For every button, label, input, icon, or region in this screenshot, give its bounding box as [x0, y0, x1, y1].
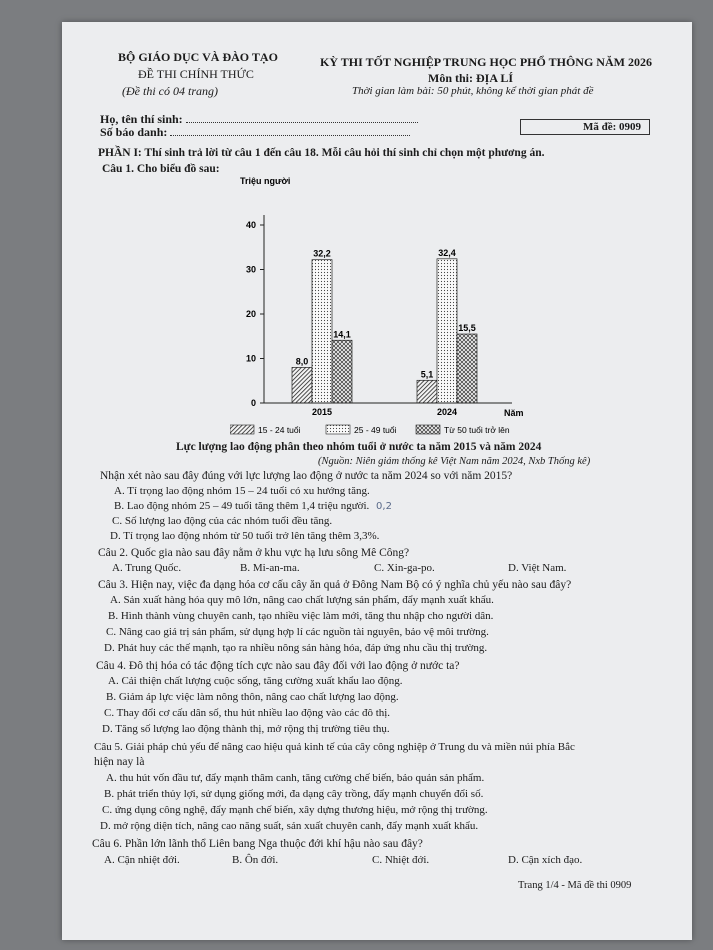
legend-label-25-49: 25 - 49 tuổi	[354, 425, 397, 435]
exam-page	[62, 22, 692, 940]
bar-value-label: 32,2	[313, 248, 331, 259]
bar-value-label: 5,1	[420, 369, 434, 380]
bar-value-label: 15,5	[458, 323, 476, 334]
id-label-text: Số báo danh:	[100, 125, 168, 139]
bars-group	[292, 248, 477, 403]
id-field[interactable]	[170, 135, 410, 136]
q5-option-c[interactable]: C. ứng dụng công nghệ, đẩy mạnh chế biến, xây dựng thương hiệu, mở rộng thị trường.	[102, 804, 488, 816]
q2-stem: Câu 2. Quốc gia nào sau đây nằm ở khu vực hạ lưu sông Mê Công?	[98, 547, 410, 559]
legend-swatch-50-plus	[416, 425, 440, 434]
q5-option-a[interactable]: A. thu hút vốn đầu tư, đẩy mạnh thâm canh, tăng cường chế biến, bảo quản sản phẩm.	[106, 772, 485, 784]
legend-swatch-25-49	[326, 425, 350, 434]
q1-option-b[interactable]	[114, 500, 392, 512]
q1-option-c[interactable]: C. Số lượng lao động của các nhóm tuổi đều tăng.	[112, 515, 333, 527]
official-label: ĐỀ THI CHÍNH THỨC	[138, 67, 254, 81]
y-tick-label: 0	[250, 398, 256, 408]
q2-option-a[interactable]: A. Trung Quốc.	[112, 562, 182, 574]
y-tick-label: 20	[245, 309, 256, 319]
name-label-text: Họ, tên thí sinh:	[100, 112, 183, 126]
part1-heading: PHẦN I: Thí sinh trả lời từ câu 1 đến câu 18. Mỗi câu hỏi thí sinh chỉ chọn một phương án.	[98, 147, 545, 159]
bar-2024-series-2	[457, 334, 477, 403]
bar-value-label: 14,1	[333, 329, 351, 340]
time-note: Thời gian làm bài: 50 phút, không kể thời gian phát đề	[352, 85, 594, 97]
x-axis-tick-labels	[312, 407, 457, 417]
handwritten-note: 0,2	[376, 501, 392, 512]
name-field[interactable]	[186, 122, 418, 123]
y-axis-ticks	[246, 220, 264, 408]
q1-option-b-text: B. Lao động nhóm 25 – 49 tuổi tăng thêm 1,4 triệu người.	[114, 500, 370, 512]
bar-2015-series-1	[312, 260, 332, 403]
q4-option-b[interactable]: B. Giảm áp lực việc làm nông thôn, nâng cao chất lượng lao động.	[106, 691, 399, 703]
bar-value-label: 8,0	[295, 356, 309, 367]
q3-option-a[interactable]: A. Sản xuất hàng hóa quy mô lớn, nâng cao chất lượng sản phẩm, đẩy mạnh xuất khẩu.	[110, 594, 494, 606]
exam-code-box: Mã đề: 0909	[520, 119, 650, 135]
q2-option-b[interactable]: B. Mi-an-ma.	[240, 562, 300, 574]
legend-label-50-plus: Từ 50 tuổi trở lên	[444, 425, 510, 435]
q2-option-d[interactable]: D. Việt Nam.	[508, 562, 567, 574]
q4-option-c[interactable]: C. Thay đổi cơ cấu dân số, thu hút nhiều lao động vào các đô thị.	[104, 707, 391, 719]
q1-option-d[interactable]: D. Tỉ trọng lao động nhóm từ 50 tuổi trở lên tăng thêm 3,3%.	[110, 530, 380, 542]
q3-option-b[interactable]: B. Hình thành vùng chuyên canh, tạo nhiều việc làm mới, tăng thu nhập cho người dân.	[108, 610, 494, 622]
bar-2015-series-0	[292, 367, 312, 403]
legend-swatch-15-24	[230, 425, 254, 434]
pages-note: (Đề thi có 04 trang)	[122, 84, 218, 98]
y-tick-label: 40	[245, 220, 256, 230]
q3-option-d[interactable]: D. Phát huy các thế mạnh, tạo ra nhiều nông sản hàng hóa, đáp ứng nhu cầu thị trường.	[104, 642, 488, 654]
chart-legend	[230, 424, 530, 436]
bar-2015-series-2	[332, 340, 352, 403]
bar-2024-series-0	[417, 380, 437, 403]
bar-2024-series-1	[437, 259, 457, 403]
x-tick-label: 2015	[311, 407, 333, 417]
q2-option-c[interactable]: C. Xin-ga-po.	[374, 562, 435, 574]
q5-option-d[interactable]: D. mở rộng diện tích, nâng cao năng suất, sản xuất chuyên canh, đẩy mạnh xuất khẩu.	[100, 820, 479, 832]
y-tick-label: 10	[245, 353, 256, 364]
q3-stem: Câu 3. Hiện nay, việc đa dạng hóa cơ cấu cây ăn quả ở Đông Nam Bộ có ý nghĩa chủ yếu nào sau đây?	[98, 579, 572, 591]
chart-caption: Lực lượng lao động phân theo nhóm tuổi ở nước ta năm 2015 và năm 2024	[176, 441, 542, 453]
q6-option-d[interactable]: D. Cận xích đạo.	[508, 854, 583, 866]
q1-stem: Nhận xét nào sau đây đúng với lực lượng lao động ở nước ta năm 2024 so với năm 2015?	[100, 470, 513, 482]
page-footer: Trang 1/4 - Mã đề thi 0909	[518, 880, 632, 891]
q6-option-c[interactable]: C. Nhiệt đới.	[372, 854, 430, 866]
q1-option-a[interactable]: A. Tỉ trọng lao động nhóm 15 – 24 tuổi có xu hướng tăng.	[114, 485, 370, 497]
x-tick-label: 2024	[436, 407, 458, 417]
subject: Môn thi: ĐỊA LÍ	[428, 71, 514, 85]
q6-option-b[interactable]: B. Ôn đới.	[232, 854, 279, 866]
q4-stem: Câu 4. Đô thị hóa có tác động tích cực nào sau đây đối với lao động ở nước ta?	[96, 660, 460, 672]
bar-value-label: 32,4	[438, 247, 456, 258]
legend-label-15-24: 15 - 24 tuổi	[258, 425, 301, 435]
y-tick-label: 30	[245, 264, 256, 275]
q5-option-b[interactable]: B. phát triển thủy lợi, sử dụng giống mới, đa dạng cây trồng, đẩy mạnh chuyển đổi số.	[104, 788, 484, 800]
q5-stem-line2: hiện nay là	[94, 756, 145, 768]
labor-force-bar-chart	[212, 172, 542, 418]
candidate-id-label	[100, 125, 410, 140]
q6-option-a[interactable]: A. Cận nhiệt đới.	[104, 854, 180, 866]
q3-option-c[interactable]: C. Nâng cao giá trị sản phẩm, sử dụng hợp lí các nguồn tài nguyên, bảo vệ môi trường.	[106, 626, 489, 638]
q6-stem: Câu 6. Phần lớn lãnh thổ Liên bang Nga thuộc đới khí hậu nào sau đây?	[92, 838, 423, 850]
exam-title: KỲ THI TỐT NGHIỆP TRUNG HỌC PHỔ THÔNG NĂM 2026	[320, 55, 652, 69]
ministry-name: BỘ GIÁO DỤC VÀ ĐÀO TẠO	[118, 50, 278, 64]
chart-source: (Nguồn: Niên giám thống kê Việt Nam năm 2024, Nxb Thống kê)	[318, 456, 591, 467]
q4-option-a[interactable]: A. Cải thiện chất lượng cuộc sống, tăng cường xuất khẩu lao động.	[108, 675, 403, 687]
x-axis-label: Năm	[504, 408, 524, 418]
q5-stem-line1: Câu 5. Giải pháp chủ yếu để nâng cao hiệu quả kinh tế của cây công nghiệp ở Trung du và miền núi phía Bắc	[94, 741, 575, 753]
q1-intro: Câu 1. Cho biểu đồ sau:	[102, 163, 220, 175]
y-axis-label: Triệu người	[240, 176, 291, 186]
q4-option-d[interactable]: D. Tăng số lượng lao động thành thị, mở rộng thị trường tiêu thụ.	[102, 723, 390, 735]
